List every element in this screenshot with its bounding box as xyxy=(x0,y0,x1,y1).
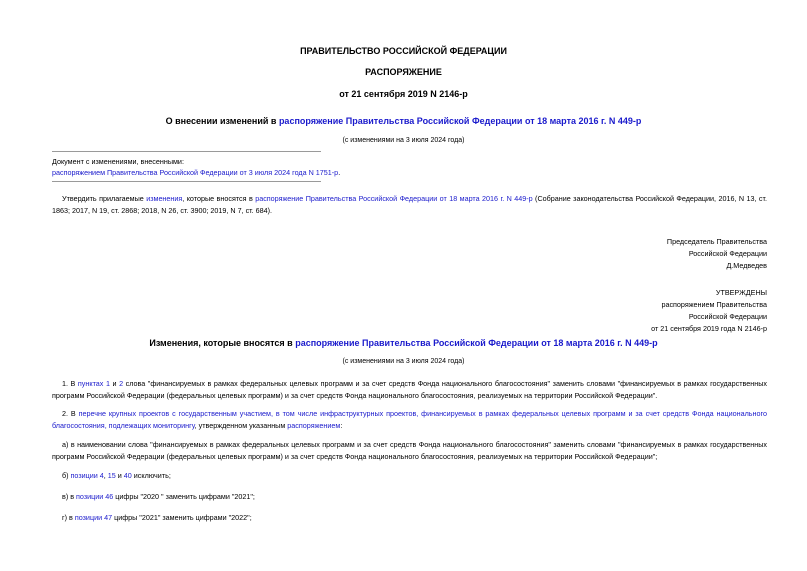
document-date: от 21 сентября 2019 N 2146-р xyxy=(339,89,468,99)
signature-country: Российской Федерации xyxy=(688,249,767,258)
document-title xyxy=(0,116,807,126)
item-v-text-2: цифры "2020 " заменить цифрами "2021"; xyxy=(113,492,255,501)
main-link-order[interactable]: распоряжение Правительства Российской Федерации от 18 марта 2016 г. N 449-р xyxy=(255,194,533,203)
item-g xyxy=(52,512,767,524)
main-link-changes[interactable]: изменения xyxy=(146,194,183,203)
approved-title: УТВЕРЖДЕНЫ xyxy=(715,288,767,297)
item-2 xyxy=(52,408,767,432)
signature-name: Д.Медведев xyxy=(726,261,767,270)
item1-text-2: и xyxy=(109,379,120,388)
changes-edition: (с изменениями на 3 июля 2024 года) xyxy=(342,358,465,365)
main-paragraph xyxy=(52,193,767,217)
main-text-2: , которые вносятся в xyxy=(182,194,256,203)
changes-title xyxy=(0,338,807,348)
item1-link-2[interactable]: 2 xyxy=(119,379,124,388)
title-prefix: О внесении изменений в xyxy=(165,116,279,126)
item2-text-2: , утвержденном указанным xyxy=(194,421,288,430)
title-link[interactable]: распоряжение Правительства Российской Федерации от 18 марта 2016 г. N 449-р xyxy=(278,116,642,126)
amend-box-entry xyxy=(52,167,340,178)
item-b-link-40[interactable]: 40 xyxy=(123,471,132,480)
amend-box-top-rule xyxy=(52,151,321,152)
item2-text-1: 2. В xyxy=(62,409,79,418)
changes-title-prefix: Изменения, которые вносятся в xyxy=(149,338,296,348)
item-b-link-4[interactable]: позиции 4 xyxy=(70,471,104,480)
item-g-link-47[interactable]: позиции 47 xyxy=(74,513,113,522)
item2-text-3: : xyxy=(340,421,343,430)
item1-text-3: слова "финансируемых в рамках федеральных целевых программ и за счет средств Фонда национального благосостояния" заменить словами "финансируемых в рамках государственных программ Российской Федерации (федеральных целевых программ) и за счет средств Фонда национального благосостояния, реализуемых на территории Российской Федерации". xyxy=(52,379,767,400)
signature-block xyxy=(667,236,767,272)
item-v xyxy=(52,491,767,503)
item-g-text-2: цифры "2021" заменить цифрами "2022"; xyxy=(112,513,252,522)
changes-title-link[interactable]: распоряжение Правительства Российской Федерации от 18 марта 2016 г. N 449-р xyxy=(295,338,658,348)
item2-link-order[interactable]: распоряжением xyxy=(287,421,341,430)
item-b-text-2: , xyxy=(103,471,108,480)
item-v-link-46[interactable]: позиции 46 xyxy=(76,492,114,501)
item1-link-points[interactable]: пунктах 1 xyxy=(77,379,110,388)
amend-link[interactable]: распоряжением Правительства Российской Федерации от 3 июля 2024 года N 1751-р xyxy=(52,168,339,177)
approved-country: Российской Федерации xyxy=(688,312,767,321)
main-text-1: Утвердить прилагаемые xyxy=(62,194,147,203)
item-b xyxy=(52,470,767,482)
amend-tail: . xyxy=(338,168,341,177)
item-b-text-4: исключить; xyxy=(131,471,171,480)
item-a-text: а) в наименовании слова "финансируемых в рамках федеральных целевых программ и за счет средств Фонда национального благосостояния" заменить словами "финансируемых в рамках государственных программ Российской Федерации (федеральных целевых программ) и за счет средств Фонда национального благосостояния, реализуемых на территории Российской Федерации"; xyxy=(52,440,767,461)
item-b-text-1: б) xyxy=(62,471,71,480)
amend-box xyxy=(52,156,340,178)
item-v-text-1: в) в xyxy=(62,492,77,501)
main-text-3: (Собрание законодательства Российской Федерации, 2016, N 13, ст. 1863; 2017, N 19, ст. 2868; 2018, N 26, ст. 3900; 2019, N 7, ст. 684). xyxy=(52,194,767,215)
item2-link-list[interactable]: перечне крупных проектов с государственным участием, в том числе инфраструктурных проектов, финансируемых в рамках федеральных целевых программ и за счет средств Фонда национального благосостояния, подлежащих мониторингу xyxy=(52,409,767,430)
approved-by: распоряжением Правительства xyxy=(661,300,767,309)
amend-box-caption: Документ с изменениями, внесенными: xyxy=(52,157,184,166)
item-b-text-3: и xyxy=(115,471,124,480)
amend-box-bottom-rule xyxy=(52,181,321,182)
document-type: РАСПОРЯЖЕНИЕ xyxy=(365,67,442,77)
item1-text-1: 1. В xyxy=(62,379,78,388)
item-g-text-1: г) в xyxy=(62,513,75,522)
item-b-link-15[interactable]: 15 xyxy=(107,471,116,480)
item-1 xyxy=(52,378,767,402)
approved-block xyxy=(651,287,767,335)
government-name: ПРАВИТЕЛЬСТВО РОССИЙСКОЙ ФЕДЕРАЦИИ xyxy=(300,46,507,56)
approved-date: от 21 сентября 2019 года N 2146-р xyxy=(651,324,767,333)
title-edition: (с изменениями на 3 июля 2024 года) xyxy=(342,137,465,144)
item-a xyxy=(52,439,767,463)
signature-position: Председатель Правительства xyxy=(666,237,767,246)
